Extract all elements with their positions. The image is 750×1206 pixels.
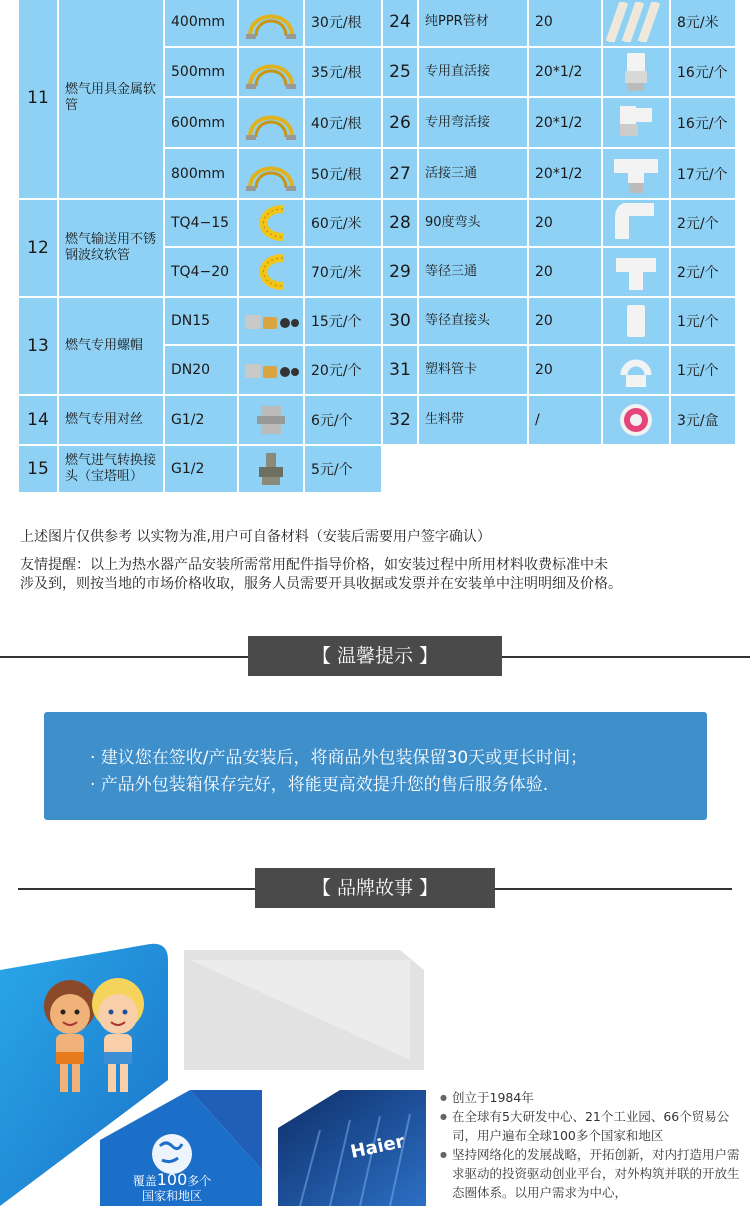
item-spec: TQ4−20 [164, 247, 238, 297]
item-name: 等径直接头 [418, 297, 528, 345]
item-spec: 20*1/2 [528, 148, 602, 199]
reminder-note-line1: 友情提醒：以上为热水器产品安装所需常用配件指导价格，如安装过程中所用材料收费标准中未 [20, 557, 608, 573]
table-row [382, 345, 736, 395]
product-image [238, 199, 304, 247]
elbow-union-icon [603, 102, 669, 144]
item-price: 60元/米 [304, 199, 382, 247]
table-row [382, 148, 736, 199]
item-price: 15元/个 [304, 297, 382, 345]
item-price: 2元/个 [670, 199, 736, 247]
tip-item: · 建议您在签收/产品安装后，将商品外包装保留30天或更长时间； [90, 748, 588, 768]
table-row [382, 247, 736, 297]
pipe-clip-icon [603, 349, 669, 391]
item-name: 燃气专用螺帽 [58, 297, 164, 395]
product-image [238, 297, 304, 345]
nut-set-icon [239, 309, 303, 333]
item-number: 12 [18, 199, 58, 297]
item-spec: 400mm [164, 0, 238, 47]
item-spec: 20 [528, 345, 602, 395]
item-number: 15 [18, 445, 58, 493]
metal-hose-icon [239, 105, 303, 141]
item-price: 50元/根 [304, 148, 382, 199]
item-number: 14 [18, 395, 58, 445]
item-price: 20元/个 [304, 345, 382, 395]
fittings-price-table-left [17, 0, 383, 494]
item-name: 燃气专用对丝 [58, 395, 164, 445]
item-price: 16元/个 [670, 97, 736, 148]
product-image [238, 0, 304, 47]
item-number: 29 [382, 247, 418, 297]
haier-logo: Haier [348, 1131, 407, 1163]
product-image [238, 148, 304, 199]
product-image [602, 297, 670, 345]
table-row [18, 0, 382, 47]
product-image [602, 345, 670, 395]
brand-bullets [440, 1088, 740, 1202]
metal-hose-icon [239, 4, 303, 40]
item-name: 燃气用具金属软管 [58, 0, 164, 199]
ptfe-tape-icon [603, 400, 669, 440]
globe-caption: 覆盖100多个 国家和地区 [132, 1170, 212, 1203]
elbow-icon [603, 203, 669, 243]
item-spec: G1/2 [164, 445, 238, 493]
item-number: 30 [382, 297, 418, 345]
item-spec: G1/2 [164, 395, 238, 445]
table-row [382, 97, 736, 148]
item-name: 专用弯活接 [418, 97, 528, 148]
product-image [238, 47, 304, 97]
product-image [602, 199, 670, 247]
item-price: 5元/个 [304, 445, 382, 493]
table-row [18, 199, 382, 247]
item-price: 35元/根 [304, 47, 382, 97]
item-number: 11 [18, 0, 58, 199]
item-price: 17元/个 [670, 148, 736, 199]
tips-section-title: 【 温馨提示 】 [248, 636, 502, 676]
item-price: 70元/米 [304, 247, 382, 297]
product-image [238, 97, 304, 148]
item-spec: 500mm [164, 47, 238, 97]
corrugated-hose-icon [239, 252, 303, 292]
straight-union-icon [603, 51, 669, 93]
item-number: 28 [382, 199, 418, 247]
product-image [602, 148, 670, 199]
item-name: 活接三通 [418, 148, 528, 199]
item-price: 8元/米 [670, 0, 736, 47]
tip-item: · 产品外包装箱保存完好，将能更高效提升您的售后服务体验. [90, 775, 549, 795]
item-spec: DN15 [164, 297, 238, 345]
fittings-price-table-right [381, 0, 737, 446]
item-spec: 20*1/2 [528, 97, 602, 148]
ppr-pipe-icon [603, 2, 669, 42]
table-row [382, 199, 736, 247]
nut-set-icon [239, 358, 303, 382]
product-image [238, 247, 304, 297]
brand-bullet: ● 坚持网络化的发展战略，开拓创新，对内打造用户需求驱动的投资驱动创业平台，对外构筑并联的开放生态圈体系。以用户需求为中心， [440, 1145, 740, 1202]
item-price: 6元/个 [304, 395, 382, 445]
tips-box [44, 712, 707, 820]
item-name: 燃气输送用不锈钢波纹软管 [58, 199, 164, 297]
item-number: 13 [18, 297, 58, 395]
item-price: 2元/个 [670, 247, 736, 297]
item-name: 生料带 [418, 395, 528, 445]
reminder-note-line2: 涉及到，则按当地的市场价格收取，服务人员需要开具收据或发票并在安装单中注明明细及价格。 [20, 576, 622, 592]
corrugated-hose-icon [239, 203, 303, 243]
item-spec: DN20 [164, 345, 238, 395]
item-number: 31 [382, 345, 418, 395]
item-price: 3元/盒 [670, 395, 736, 445]
product-image [238, 345, 304, 395]
product-image [602, 97, 670, 148]
item-number: 26 [382, 97, 418, 148]
item-price: 30元/根 [304, 0, 382, 47]
item-number: 25 [382, 47, 418, 97]
union-tee-icon [603, 153, 669, 195]
item-spec: / [528, 395, 602, 445]
item-name: 燃气进气转换接头（宝塔咀） [58, 445, 164, 493]
item-spec: TQ4−15 [164, 199, 238, 247]
metal-hose-icon [239, 54, 303, 90]
item-number: 24 [382, 0, 418, 47]
brand-bullet: ● 创立于1984年 [440, 1088, 740, 1107]
item-spec: 20 [528, 247, 602, 297]
brand-bullet: ● 在全球有5大研发中心、21个工业园、66个贸易公司，用户遍布全球100多个国家和地区 [440, 1107, 740, 1145]
item-name: 专用直活接 [418, 47, 528, 97]
table-row [382, 297, 736, 345]
hose-barb-icon [239, 451, 303, 487]
item-price: 1元/个 [670, 345, 736, 395]
item-name: 等径三通 [418, 247, 528, 297]
item-price: 40元/根 [304, 97, 382, 148]
coupling-icon [603, 301, 669, 341]
brand-section-title: 【 品牌故事 】 [255, 868, 495, 908]
item-spec: 20*1/2 [528, 47, 602, 97]
product-image [602, 47, 670, 97]
product-image [602, 395, 670, 445]
reference-note: 上述图片仅供参考 以实物为准,用户可自备材料（安装后需要用户签字确认） [20, 529, 491, 545]
tee-icon [603, 252, 669, 292]
table-row [18, 395, 382, 445]
item-number: 27 [382, 148, 418, 199]
metal-hose-icon [239, 156, 303, 192]
item-spec: 20 [528, 199, 602, 247]
item-spec: 20 [528, 0, 602, 47]
item-spec: 600mm [164, 97, 238, 148]
product-image [602, 247, 670, 297]
product-image [602, 0, 670, 47]
item-number: 32 [382, 395, 418, 445]
item-spec: 800mm [164, 148, 238, 199]
item-name: 纯PPR管材 [418, 0, 528, 47]
table-row [18, 445, 382, 493]
double-nipple-icon [239, 402, 303, 438]
item-price: 16元/个 [670, 47, 736, 97]
globe-icon [152, 1134, 192, 1174]
table-row [382, 395, 736, 445]
product-image [238, 395, 304, 445]
table-row [382, 47, 736, 97]
item-name: 塑料管卡 [418, 345, 528, 395]
product-image [238, 445, 304, 493]
table-row [382, 0, 736, 47]
item-name: 90度弯头 [418, 199, 528, 247]
item-spec: 20 [528, 297, 602, 345]
table-row [18, 297, 382, 345]
item-price: 1元/个 [670, 297, 736, 345]
